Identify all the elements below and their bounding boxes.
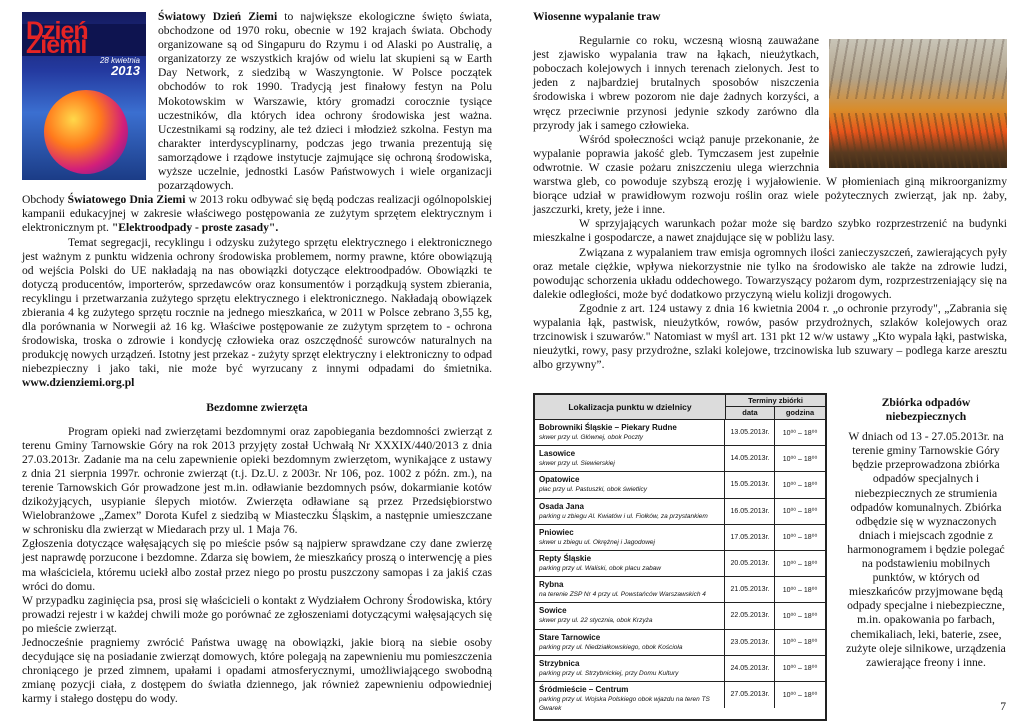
- row-hour: 10⁰⁰ – 18⁰⁰: [782, 534, 818, 542]
- row-date: 14.05.2013r.: [726, 446, 775, 471]
- table-row: [535, 472, 825, 498]
- row-location-address: na terenie ZSP Nr 4 przy ul. Powstańców Warszawskich 4: [539, 591, 706, 599]
- row-location-name: Repty Śląskie: [539, 553, 592, 563]
- zwierzeta-heading: Bezdomne zwierzęta: [206, 400, 308, 414]
- row-date: 20.05.2013r.: [726, 551, 775, 576]
- wypalanie-heading: Wiosenne wypalanie traw: [533, 10, 661, 23]
- left-column: [22, 10, 492, 707]
- sidebar-title-line-1: Zbiórka odpadów: [881, 396, 971, 409]
- row-date: 27.05.2013r.: [726, 682, 775, 708]
- right-column: [533, 10, 1007, 372]
- intro-text: to największe ekologiczne święto świata, obchodzone od 1970 roku, obecnie w 192 krajach świata. Obchody organizowane są od Singapuru do Rzymu i od Alaski po Australię, a organizatorzy ze wszystkich krajów od wielu lat skupieni są w Earth Day Network, z siedzibą w Waszyngtonie. W Polsce początek obchodów to rok 1990. Tradycją jest finałowy festyn na Polu Mokotowskim w Warszawie, który gromadzi corocznie tysiące uczestników, dla których idea ochrony środowiska jest ważna. Uczestnikami są rodziny, ale też dzieci i młodzież szkolna. Festyn ma charakter interdyscyplinarny, podczas jego trwania prezentują się samorządowe i rządowe instytucje zajmujące się ochroną środowiska, wyższe uczelnie, jednostki Lasów Państwowych i wiele organizacji pozarządowych.: [158, 10, 493, 193]
- row-location-name: Osada Jana: [539, 501, 584, 511]
- row-location: [535, 577, 725, 602]
- table-row: [535, 682, 825, 712]
- zwierzeta-paragraph-4: Jednocześnie pragniemy zwrócić Państwa uwagę na obowiązki, jakie biorą na siebie osoby decydujące się na posiadanie zwierząt domowych, które polegają na zapewnieniu mu pomieszczenia chroniącego je przed zimnem, upałami i opadami atmosferycznymi, umożliwiającego swobodną zmianę pozycji ciała, z dostępem do światła dziennego, jak również zapewnieniu odpowiedniej karmy i stałego dostępu do wody.: [22, 636, 492, 706]
- row-hour: 10⁰⁰ – 18⁰⁰: [782, 691, 818, 699]
- row-location: [535, 682, 725, 712]
- table-row: [535, 525, 825, 551]
- header-hour: godzina: [785, 408, 815, 417]
- collection-schedule-table: [533, 393, 827, 721]
- row-location-name: Śródmieście – Centrum: [539, 684, 629, 694]
- row-location-address: skwer przy ul. Głównej, obok Poczty: [539, 434, 644, 441]
- row-location-name: Opatowice: [539, 475, 580, 485]
- row-location-address: parking przy ul. Waliski, obok placu zabaw: [539, 564, 661, 572]
- table-row: [535, 656, 825, 682]
- row-hour: 10⁰⁰ – 18⁰⁰: [782, 508, 818, 516]
- row-location-address: parking u zbiegu Al. Kwiatów i ul. Fiołków, za przystankiem: [539, 512, 708, 520]
- row-location: [535, 420, 725, 445]
- row-location: [535, 472, 725, 497]
- zwierzeta-paragraph-2: Zgłoszenia dotyczące wałęsających się po mieście psów są najpierw sprawdzane czy dane zwierzę jest naprawdę porzucone i bezdomne. Zdarza się bowiem, że mieszkańcy proszą o interwencję a pies ma właściciela, któremu uciekł albo został przez niego po prostu puszczony samopas i za jakiś czas wróci do domu.: [22, 537, 492, 593]
- grass-fire-photo: [829, 39, 1007, 168]
- row-hour: 10⁰⁰ – 18⁰⁰: [782, 665, 818, 673]
- table-header: [535, 395, 825, 420]
- obchody-pre: Obchody: [22, 193, 68, 207]
- row-location-address: parking przy ul. Niedziałkowskiego, obok Kościoła: [539, 643, 683, 651]
- row-hour: 10⁰⁰ – 18⁰⁰: [782, 639, 818, 647]
- row-hour: 10⁰⁰ – 18⁰⁰: [782, 481, 818, 489]
- wypalanie-paragraph-2: Wśród społeczności wciąż panuje przekonanie, że wypalanie poprawia jakość gleb. Tymczasem jest zupełnie odwrotnie. W czasie pożaru zniszczeniu ulega wierzchnia warstwa gleb, co powoduje szybszą erozję i wyjałowienie. W płomieniach giną mikroorganizmy biorące udział w prawidłowym rozwoju roślin oraz wiele pożytecznych zwierząt, jak np. żaby, jaszczurki, krety, jeże i inne.: [533, 132, 1007, 217]
- page-number: 7: [1000, 700, 1006, 713]
- table-row: [535, 577, 825, 603]
- wypalanie-paragraph-4: Związana z wypalaniem traw emisja ogromnych ilości zanieczyszczeń, zawierających pyły oraz metale ciężkie, wpływa niekorzystnie nie tylko na środowisko ale także na zdrowie ludzi, powodując schorzenia układu oddechowego. Towarzyszący pożarom dym, rozprzestrzeniający się na dalekie odległości, może być dodatkowo przyczyną wielu kolizji drogowych.: [533, 245, 1007, 301]
- row-location-address: plac przy ul. Pastuszki, obok świetlicy: [539, 486, 648, 494]
- row-hour: 10⁰⁰ – 18⁰⁰: [782, 429, 818, 437]
- row-location-address: skwer przy ul. 22 stycznia, obok Krzyża: [539, 617, 653, 625]
- sidebar-title: [842, 396, 1010, 424]
- sidebar-title-line-2: niebezpiecznych: [885, 410, 967, 424]
- row-location-address: skwer u zbiegu ul. Okrężnej i Jagodowej: [539, 538, 655, 546]
- obchody-bold: Światowego Dnia Ziemi: [67, 193, 186, 207]
- table-row: [535, 499, 825, 525]
- row-location-name: Sowice: [539, 606, 567, 616]
- header-terms: Terminy zbiórki: [726, 395, 825, 407]
- zwierzeta-paragraph-1: Program opieki nad zwierzętami bezdomnymi oraz zapobiegania bezdomności zwierząt z terenu Gminy Tarnowskie Góry na rok 2013 przyjęty został Uchwałą Nr XXXIX/440/2013 z dnia 27.03.2013r. Zadanie ma na celu zapewnienie opieki bezdomnym zwierzętom, wynikające z ustawy z dnia 21 sierpnia 1997r. ochronie zwierząt (t.j. Dz.U. z 2003r. Nr 106, poz. 1002 z późn. zm.), na terenie Tarnowskich Gór prowadzone jest m.in. odławianie bezdomnych psów, dokarmianie kotów dzikożyjących, usypianie ślepych miotów. Zwierzęta odławiane są przez Przedsiębiorstwo Wielobranżowe „Zamex” Dorota Kufel z siedzibą w Miasteczku Śląskim, a następnie umieszczane w schronisku dla zwierząt w Miedarach przy ul. 1 Maja 76.: [22, 424, 492, 537]
- hazardous-waste-sidebar: [842, 396, 1010, 670]
- obchody-mid: w 2013 roku odbywać się będą podczas realizacji ogólnopolskiej kampanii edukacyjnej w zakresie właściwego postępowania ze zużytym sprzętem elektrycznym i elektronicznym pt.: [22, 193, 492, 235]
- row-hour: 10⁰⁰ – 18⁰⁰: [782, 612, 818, 620]
- row-hour: 10⁰⁰ – 18⁰⁰: [782, 560, 818, 568]
- wypalanie-paragraph-3: W sprzyjających warunkach pożar może się bardzo szybko rozprzestrzenić na budynki mieszkalne i gospodarcze, a nawet znajdujące się w pobliżu lasy.: [533, 217, 1007, 245]
- intro-lead: Światowy Dzień Ziemi: [158, 10, 278, 23]
- table-row: [535, 420, 825, 446]
- table-row: [535, 603, 825, 629]
- table-row: [535, 551, 825, 577]
- row-location-address: skwer przy ul. Siewierskiej: [539, 460, 615, 468]
- row-location: [535, 446, 725, 471]
- row-location: [535, 525, 725, 550]
- table-row: [535, 446, 825, 472]
- row-location: [535, 630, 725, 655]
- row-date: 23.05.2013r.: [726, 630, 775, 655]
- header-location: Lokalizacja punktu w dzielnicy: [535, 395, 726, 419]
- row-location: [535, 603, 725, 628]
- row-location-name: Strzybnica: [539, 658, 580, 668]
- poster-date: 28 kwietnia: [99, 56, 140, 65]
- row-date: 24.05.2013r.: [726, 656, 775, 681]
- row-hour: 10⁰⁰ – 18⁰⁰: [782, 586, 818, 594]
- row-date: 13.05.2013r.: [726, 420, 775, 445]
- header-date: data: [726, 407, 775, 419]
- row-location-name: Pniowiec: [539, 527, 574, 537]
- row-hour: 10⁰⁰ – 18⁰⁰: [782, 455, 818, 463]
- poster-globe-graphic: [44, 90, 128, 174]
- zwierzeta-paragraph-3: W przypadku zaginięcia psa, prosi się właścicieli o kontakt z Wydziałem Ochrony Środowiska, który prowadzi rejestr i w każdej chwili może go porównać ze zgłoszeniami dotyczącymi wałęsających się po mieście zwierząt.: [22, 593, 492, 635]
- campaign-title: "Elektroodpady - proste zasady".: [111, 221, 279, 235]
- temat-text: Temat segregacji, recyklingu i odzysku zużytego sprzętu elektrycznego i elektronicznego jest ważnym z punktu widzenia ochrony środowiska problemem, normy prawne, które obowiązują od wejścia Polski do UE nakładają na nas obowiązki dotyczące elektroodpadów. Obowiązki te dotyczą producentów, importerów, sprzedawców oraz konsumentów i porządkują system zbierania, recyklingu i przetwarzania zużytego sprzętu elektrycznego i elektronicznego. Nakładają obowiązek zbierania 4 kg zużytego sprzętu rocznie na jednego mieszkańca, w 2011 w Polsce zebrano 3,55 kg, dla porównania w Norwegii aż 16 kg. Właściwe postępowanie ze zużytym sprzętem to - ochrona środowiska, troska o zdrowie i kondycję człowieka oraz oszczędność surowców naturalnych na produkcję nowych urządzeń. Istotny jest przekaz - zużyty sprzęt elektryczny i elektroniczny to odpad niebezpieczny i jako taki, nie może być wyrzucany z innymi odpadami do śmietnika.: [22, 235, 493, 376]
- earth-day-poster-image: [22, 12, 146, 180]
- row-location-name: Bobrowniki Śląskie – Piekary Rudne: [539, 423, 677, 432]
- website-link[interactable]: www.dzienziemi.org.pl: [22, 376, 135, 390]
- row-location: [535, 499, 725, 524]
- obchody-paragraph: [22, 193, 492, 235]
- wypalanie-paragraph-1: Regularnie co roku, wczesną wiosną zauważane jest zjawisko wypalania traw na łąkach, nieużytkach, poboczach kolejowych i innych terenach zielonych. Jest to jeden z najbardziej brutalnych sposobów niszczenia środowiska i wbrew pozorom nie daje żadnych korzyści, a wręcz przeciwnie przynosi jedynie szkody zarówno dla przyrody jak i samego człowieka.: [533, 34, 819, 132]
- row-location-name: Rybna: [539, 580, 564, 590]
- poster-title: Dzień Ziemi: [26, 17, 88, 60]
- row-date: 21.05.2013r.: [726, 577, 775, 602]
- sidebar-text: W dniach od 13 - 27.05.2013r. na terenie gminy Tarnowskie Góry będzie przeprowadzona zbiórka odpadów specjalnych i niebezpiecznych ze strumienia odpadów komunalnych. Zbiórka odbędzie się w wyznaczonych dniach i miejscach zgodnie z harmonogramem i będzie polegać na podstawieniu mobilnych punktów, w których od mieszkańców przyjmowane będą odpady specjalne i niebezpieczne, m.in. opakowania po farbach, chemikaliach, leki, baterie, zsee, zużyte oleje silnikowe, urządzenia zawierające freony i inne.: [846, 430, 1006, 669]
- row-location: [535, 656, 725, 681]
- row-date: 17.05.2013r.: [726, 525, 775, 550]
- row-location: [535, 551, 725, 576]
- table-body: [535, 420, 825, 719]
- row-location-name: Lasowice: [539, 449, 576, 459]
- temat-paragraph: [22, 236, 492, 391]
- row-date: 22.05.2013r.: [726, 603, 775, 628]
- poster-year: 2013: [111, 63, 140, 78]
- table-row: [535, 630, 825, 656]
- row-date: 16.05.2013r.: [726, 499, 775, 524]
- row-location-name: Stare Tarnowice: [539, 632, 601, 642]
- row-date: 15.05.2013r.: [726, 472, 775, 497]
- wypalanie-paragraph-5: Zgodnie z art. 124 ustawy z dnia 16 kwietnia 2004 r. „o ochronie przyrody", „Zabrania się wypalania łąk, pastwisk, nieużytków, rowów, pasów przydrożnych, szlaków kolejowych oraz trzcinowisk i szuwarów." Natomiast w myśl art. 131 pkt 12 w/w ustawy „Kto wypala łąki, pastwiska, nieużytki, rowy, pasy przydrożne, szlaki kolejowe, trzcinowiska lub szuwary – podlega karze aresztu albo grzywny”.: [533, 301, 1007, 372]
- row-location-address: parking przy ul. Wojska Polskiego obok wjazdu na teren TS Gwarek: [539, 695, 710, 712]
- row-location-address: parking przy ul. Strzybnickiej, przy Domu Kultury: [539, 669, 679, 677]
